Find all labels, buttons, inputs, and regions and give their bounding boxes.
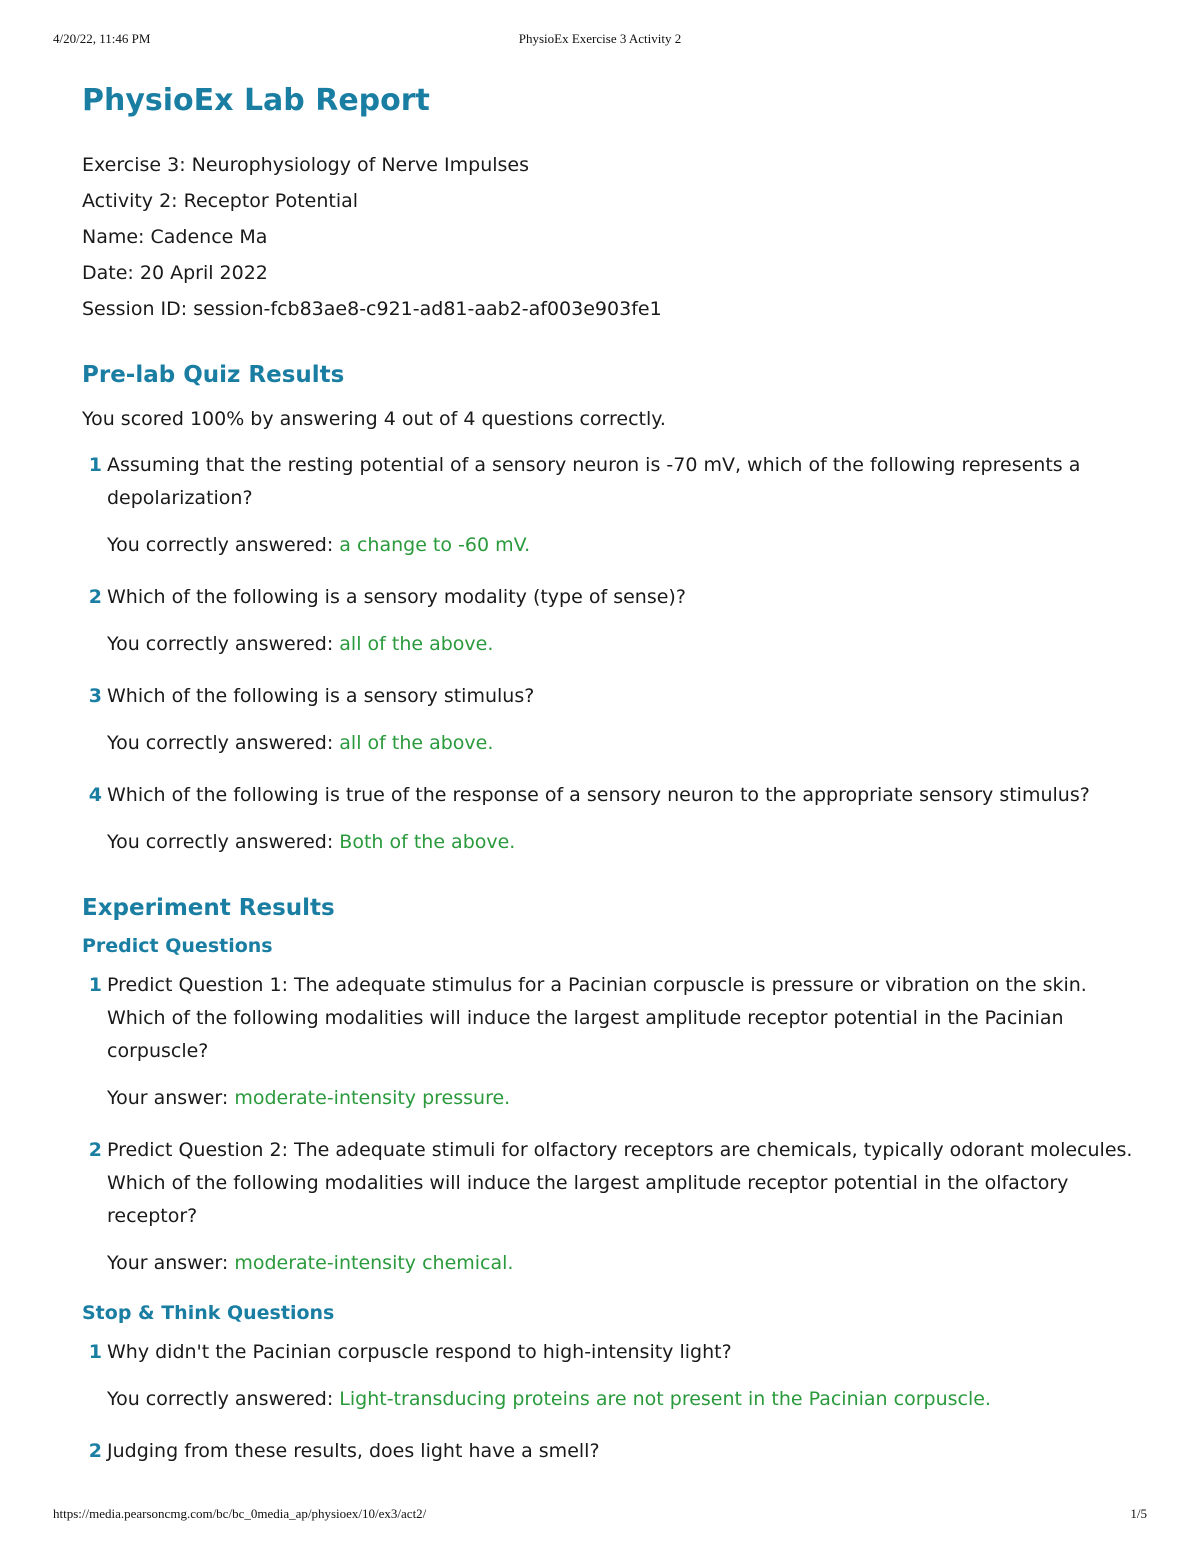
question-number: 2 — [88, 586, 102, 608]
question-answer — [107, 728, 1142, 758]
question-answer — [107, 1248, 1142, 1278]
answer-value: all of the above. — [339, 732, 494, 754]
answer-prefix: You correctly answered: — [107, 831, 340, 853]
page-url: https://media.pearsoncmg.com/bc/bc_0media_ap/physioex/10/ex3/act2/ — [53, 1506, 427, 1521]
question-text: Which of the following is a sensory stimulus? — [107, 685, 535, 707]
stop-think-question — [82, 1435, 1142, 1468]
stop-think-question — [82, 1336, 1142, 1414]
question-text: Which of the following is a sensory modality (type of sense)? — [107, 586, 686, 608]
print-title: PhysioEx Exercise 3 Activity 2 — [518, 31, 682, 46]
report-content — [82, 80, 1142, 1468]
question-number: 1 — [88, 454, 102, 476]
question-number: 2 — [88, 1440, 102, 1462]
answer-prefix: Your answer: — [107, 1252, 235, 1274]
prelab-title: Pre-lab Quiz Results — [82, 362, 345, 388]
session-id-line: Session ID: session-fcb83ae8-c921-ad81-aab2-af003e903fe1 — [82, 298, 662, 320]
report-title: PhysioEx Lab Report — [82, 83, 430, 118]
question-number: 2 — [88, 1139, 102, 1161]
prelab-question — [82, 581, 1142, 659]
answer-prefix: You correctly answered: — [107, 732, 340, 754]
answer-prefix: You correctly answered: — [107, 1388, 340, 1410]
predict-title: Predict Questions — [82, 935, 273, 957]
question-number: 1 — [88, 1341, 102, 1363]
question-number: 3 — [88, 685, 102, 707]
question-text: Which of the following is true of the response of a sensory neuron to the appropriate sensory stimulus? — [107, 784, 1090, 806]
prelab-score: You scored 100% by answering 4 out of 4 questions correctly. — [82, 408, 666, 430]
question-number: 1 — [88, 974, 102, 996]
question-text: Assuming that the resting potential of a sensory neuron is -70 mV, which of the following represents a depolarization? — [107, 454, 1081, 509]
predict-question — [82, 969, 1142, 1113]
question-answer — [107, 827, 1142, 857]
answer-value: Both of the above. — [339, 831, 516, 853]
name-line: Name: Cadence Ma — [82, 226, 268, 248]
prelab-question — [82, 680, 1142, 758]
prelab-question — [82, 779, 1142, 857]
print-footer — [53, 1506, 1147, 1524]
print-header — [53, 31, 1147, 49]
question-text: Why didn't the Pacinian corpuscle respond to high-intensity light? — [107, 1341, 732, 1363]
exercise-line: Exercise 3: Neurophysiology of Nerve Impulses — [82, 154, 530, 176]
prelab-question — [82, 449, 1142, 560]
page-number: 1/5 — [1130, 1506, 1147, 1521]
activity-line: Activity 2: Receptor Potential — [82, 190, 359, 212]
stop-think-title: Stop & Think Questions — [82, 1302, 335, 1324]
answer-value: all of the above. — [339, 633, 494, 655]
answer-value: Light-transducing proteins are not present in the Pacinian corpuscle. — [339, 1388, 991, 1410]
question-answer — [107, 1384, 1142, 1414]
answer-prefix: Your answer: — [107, 1087, 235, 1109]
question-text: Predict Question 1: The adequate stimulus for a Pacinian corpuscle is pressure or vibration on the skin. Which of the following modalities will induce the largest amplitude receptor potential in the Pacinian corpuscle? — [107, 974, 1087, 1062]
question-answer — [107, 629, 1142, 659]
report-meta — [82, 147, 1142, 327]
question-number: 4 — [88, 784, 102, 806]
question-text: Predict Question 2: The adequate stimuli for olfactory receptors are chemicals, typically odorant molecules. Which of the following modalities will induce the largest amplitude receptor potential in the olfactory receptor? — [107, 1139, 1133, 1227]
date-line: Date: 20 April 2022 — [82, 262, 268, 284]
question-answer — [107, 1083, 1142, 1113]
print-date: 4/20/22, 11:46 PM — [53, 31, 151, 46]
answer-value: moderate-intensity pressure. — [234, 1087, 511, 1109]
question-answer — [107, 530, 1142, 560]
answer-prefix: You correctly answered: — [107, 534, 340, 556]
question-text: Judging from these results, does light have a smell? — [107, 1440, 600, 1462]
answer-value: moderate-intensity chemical. — [234, 1252, 514, 1274]
predict-question — [82, 1134, 1142, 1278]
experiment-title: Experiment Results — [82, 895, 335, 921]
answer-prefix: You correctly answered: — [107, 633, 340, 655]
answer-value: a change to -60 mV. — [339, 534, 531, 556]
